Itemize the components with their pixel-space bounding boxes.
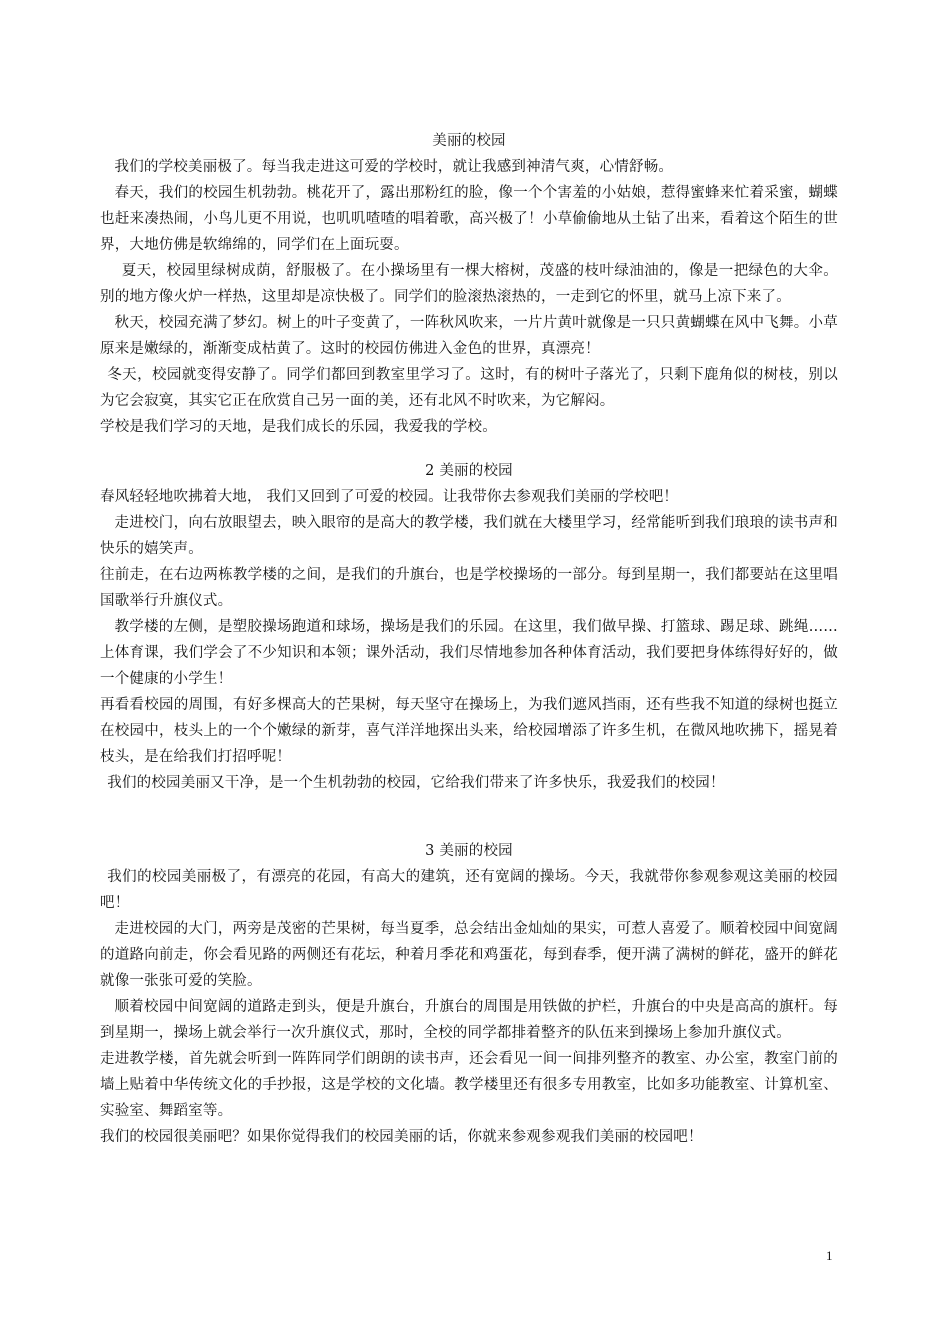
paragraph: 春风轻轻地吹拂着大地， 我们又回到了可爱的校园。让我带你去参观我们美丽的学校吧！ bbox=[100, 489, 679, 505]
paragraph: 我们的校园很美丽吧？如果你觉得我们的校园美丽的话，你就来参观参观我们美丽的校园吧！ bbox=[100, 1129, 703, 1145]
essay-3 bbox=[100, 838, 838, 1150]
paragraph: 走进校门，向右放眼望去，映入眼帘的是高大的教学楼，我们就在大楼里学习，经常能听到我们琅琅的读书声和快乐的嬉笑声。 bbox=[100, 515, 838, 557]
paragraph: 走进校园的大门，两旁是茂密的芒果树，每当夏季，总会结出金灿灿的果实，可惹人喜爱了。顺着校园中间宽阔的道路向前走，你会看见路的两侧还有花坛，种着月季花和鸡蛋花，每到春季，便开满了满树的鲜花，盛开的鲜花就像一张张可爱的笑脸。 bbox=[100, 921, 838, 989]
page-number: 1 bbox=[826, 1248, 833, 1263]
section-spacer bbox=[100, 440, 838, 458]
document-body bbox=[100, 128, 838, 1150]
paragraph: 往前走，在右边两栋教学楼的之间，是我们的升旗台，也是学校操场的一部分。每到星期一，我们都要站在这里唱国歌举行升旗仪式。 bbox=[100, 567, 838, 609]
paragraph: 顺着校园中间宽阔的道路走到头，便是升旗台，升旗台的周围是用铁做的护栏，升旗台的中央是高高的旗杆。每到星期一，操场上就会举行一次升旗仪式，那时，全校的同学都排着整齐的队伍来到操场上参加升旗仪式。 bbox=[100, 999, 838, 1041]
paragraph: 学校是我们学习的天地，是我们成长的乐园，我爱我的学校。 bbox=[100, 419, 497, 435]
paragraph: 春天，我们的校园生机勃勃。桃花开了，露出那粉红的脸，像一个个害羞的小姑娘，惹得蜜蜂来忙着采蜜，蝴蝶也赶来凑热闹，小鸟儿更不用说，也叽叽喳喳的唱着歌，高兴极了！小草偷偷地从土钻了出来，看着这个陌生的世界，大地仿佛是软绵绵的，同学们在上面玩耍。 bbox=[100, 185, 838, 253]
paragraph: 我们的校园美丽又干净，是一个生机勃勃的校园，它给我们带来了许多快乐，我爱我们的校园！ bbox=[107, 775, 725, 791]
paragraph: 再看看校园的周围，有好多棵高大的芒果树，每天坚守在操场上，为我们遮风挡雨，还有些我不知道的绿树也挺立在校园中，枝头上的一个个嫩绿的新芽，喜气洋洋地探出头来，给校园增添了许多生机，在微风地吹拂下，摇晃着枝头，是在给我们打招呼呢！ bbox=[100, 697, 838, 765]
essay-2 bbox=[100, 458, 838, 796]
essay-title: 2 美丽的校园 bbox=[425, 463, 513, 479]
essay-title: 3 美丽的校园 bbox=[425, 843, 513, 859]
section-spacer bbox=[100, 796, 838, 838]
essay-title: 美丽的校园 bbox=[432, 133, 506, 149]
paragraph: 走进教学楼，首先就会听到一阵阵同学们朗朗的读书声，还会看见一间一间排列整齐的教室、办公室，教室门前的墙上贴着中华传统文化的手抄报，这是学校的文化墙。教学楼里还有很多专用教室，比如多功能教室、计算机室、实验室、舞蹈室等。 bbox=[100, 1051, 838, 1119]
paragraph: 教学楼的左侧，是塑胶操场跑道和球场，操场是我们的乐园。在这里，我们做早操、打篮球、踢足球、跳绳……上体育课，我们学会了不少知识和本领；课外活动，我们尽情地参加各种体育活动，我们要把身体练得好好的，做一个健康的小学生！ bbox=[100, 619, 838, 687]
essay-1 bbox=[100, 128, 838, 440]
paragraph: 我们的校园美丽极了，有漂亮的花园，有高大的建筑，还有宽阔的操场。今天，我就带你参观参观这美丽的校园吧！ bbox=[100, 869, 838, 911]
paragraph: 秋天，校园充满了梦幻。树上的叶子变黄了，一阵秋风吹来，一片片黄叶就像是一只只黄蝴蝶在风中飞舞。小草原来是嫩绿的，渐渐变成枯黄了。这时的校园仿佛进入金色的世界，真漂亮！ bbox=[100, 315, 838, 357]
paragraph: 我们的学校美丽极了。每当我走进这可爱的学校时，就让我感到神清气爽，心情舒畅。 bbox=[114, 159, 674, 175]
paragraph: 冬天，校园就变得安静了。同学们都回到教室里学习了。这时，有的树叶子落光了，只剩下鹿角似的树枝，别以为它会寂寞，其实它正在欣赏自己另一面的美，还有北风不时吹来，为它解闷。 bbox=[100, 367, 838, 409]
paragraph: 夏天，校园里绿树成荫，舒服极了。在小操场里有一棵大榕树，茂盛的枝叶绿油油的，像是一把绿色的大伞。别的地方像火炉一样热，这里却是凉快极了。同学们的脸滚热滚热的，一走到它的怀里，就马上凉下来了。 bbox=[100, 263, 838, 305]
